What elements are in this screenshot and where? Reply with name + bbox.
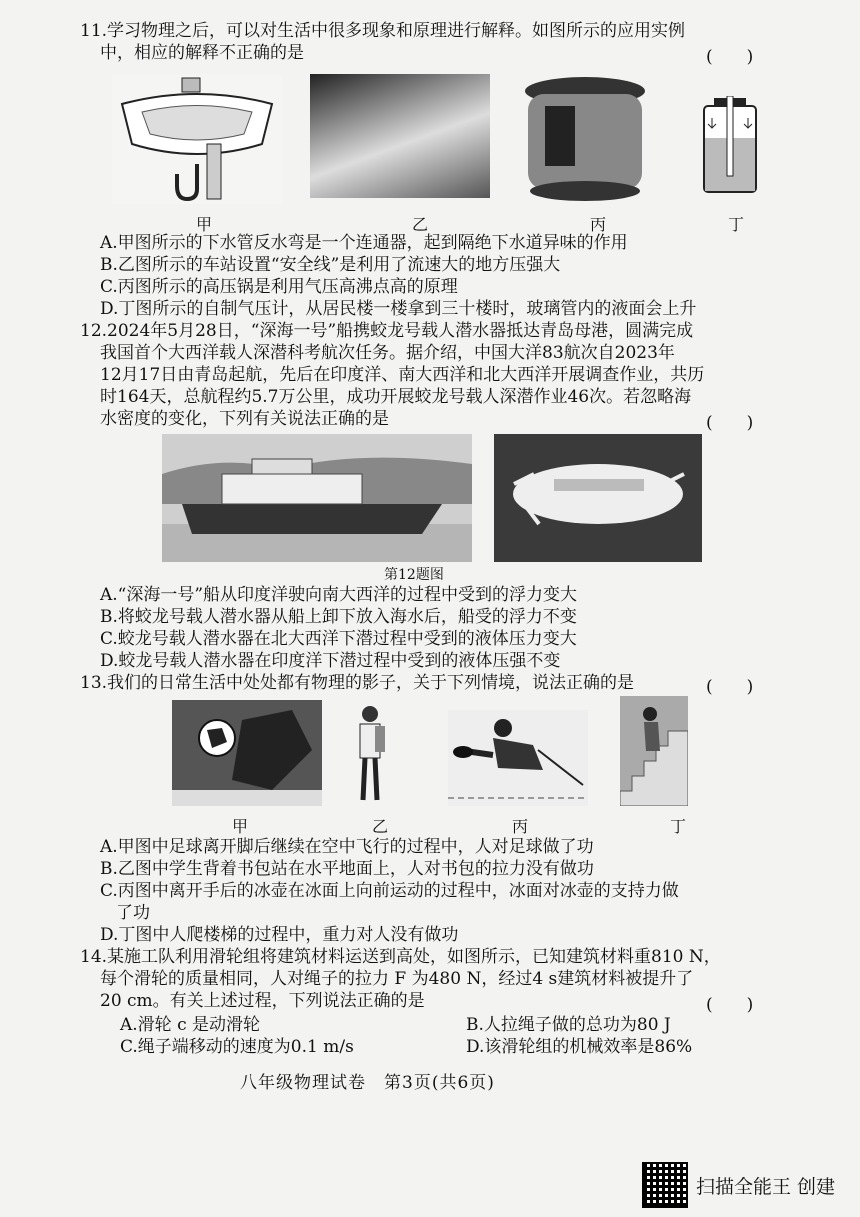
q11-stem-line1: 11.学习物理之后，可以对生活中很多现象和原理进行解释。如图所示的应用实例 (80, 21, 686, 41)
q11-caption-ding: 丁 (728, 215, 745, 234)
homemade-barometer-image (700, 96, 760, 196)
q13-option-c-line1: C.丙图中离开手后的冰壶在冰面上向前运动的过程中，冰面对冰壶的支持力做 (100, 881, 679, 901)
q12-option-d: D.蛟龙号载人潜水器在印度洋下潜过程中受到的液体压强不变 (100, 651, 561, 671)
high-speed-train-image (310, 74, 490, 198)
q11-caption-jia: 甲 (196, 215, 213, 234)
q13-option-a: A.甲图中足球离开脚后继续在空中飞行的过程中，人对足球做了功 (100, 837, 594, 857)
q13-answer-bracket: ( ) (706, 677, 754, 697)
watermark-text: 扫描全能王 创建 (696, 1175, 836, 1198)
q14-stem-line2: 每个滑轮的质量相同，人对绳子的拉力 F 为480 N，经过4 s建筑材料被提升了 (100, 969, 694, 989)
q13-caption-yi: 乙 (372, 817, 389, 836)
q12-option-b: B.将蛟龙号载人潜水器从船上卸下放入海水后，船受的浮力不变 (100, 607, 577, 627)
student-backpack-image (345, 700, 395, 806)
q12-answer-bracket: ( ) (706, 413, 754, 433)
q13-caption-ding: 丁 (670, 817, 687, 836)
q13-option-c-line2: 了功 (116, 903, 150, 923)
q12-option-a: A.“深海一号”船从印度洋驶向南大西洋的过程中受到的浮力变大 (100, 585, 578, 605)
q12-stem-line2: 我国首个大西洋载人深潜科考航次任务。据介绍，中国大洋83航次自2023年 (100, 343, 675, 363)
q14-option-d: D.该滑轮组的机械效率是86% (466, 1037, 693, 1057)
scanner-watermark (642, 1162, 835, 1208)
q11-option-b: B.乙图所示的车站设置“安全线”是利用了流速大的地方压强大 (100, 255, 561, 275)
q14-option-a: A.滑轮 c 是动滑轮 (120, 1015, 261, 1035)
q14-option-c: C.绳子端移动的速度为0.1 m/s (120, 1037, 354, 1057)
q13-caption-jia: 甲 (232, 817, 249, 836)
pressure-cooker-image (520, 66, 650, 206)
submersible-image (494, 434, 702, 562)
q13-option-b: B.乙图中学生背着书包站在水平地面上，人对书包的拉力没有做功 (100, 859, 594, 879)
curling-image (448, 710, 588, 806)
q11-caption-bing: 丙 (590, 215, 607, 234)
q12-option-c: C.蛟龙号载人潜水器在北大西洋下潜过程中受到的液体压力变大 (100, 629, 577, 649)
page-footer: 八年级物理试卷 第3页(共6页) (240, 1073, 495, 1093)
q14-option-b: B.人拉绳子做的总功为80 J (466, 1015, 671, 1035)
q11-answer-bracket: ( ) (706, 47, 754, 67)
q12-figure-caption: 第12题图 (384, 567, 444, 583)
q14-answer-bracket: ( ) (706, 995, 754, 1015)
research-ship-image (162, 434, 472, 562)
q13-caption-bing: 丙 (512, 817, 529, 836)
q12-stem-line1: 12.2024年5月28日，“深海一号”船携蛟龙号载人潜水器抵达青岛母港，圆满完成 (80, 321, 694, 341)
stair-climbing-image (620, 696, 688, 806)
q13-stem: 13.我们的日常生活中处处都有物理的影子，关于下列情境，说法正确的是 (80, 673, 635, 693)
q13-option-d: D.丁图中人爬楼梯的过程中，重力对人没有做功 (100, 925, 459, 945)
q14-stem-line1: 14.某施工队利用滑轮组将建筑材料运送到高处，如图所示，已知建筑材料重810 N， (80, 947, 721, 967)
q11-option-a: A.甲图所示的下水管反水弯是一个连通器，起到隔绝下水道异味的作用 (100, 233, 628, 253)
q12-stem-line4: 时164天，总航程约5.7万公里，成功开展蛟龙号载人深潜作业46次。若忽略海 (100, 387, 692, 407)
q11-option-d: D.丁图所示的自制气压计，从居民楼一楼拿到三十楼时，玻璃管内的液面会上升 (100, 299, 697, 319)
q14-stem-line3: 20 cm。有关上述过程，下列说法正确的是 (100, 991, 425, 1011)
q11-caption-yi: 乙 (412, 215, 429, 234)
q11-stem-line2: 中，相应的解释不正确的是 (100, 43, 304, 63)
q12-stem-line3: 12月17日由青岛起航，先后在印度洋、南大西洋和北大西洋开展调查作业，共历 (100, 365, 705, 385)
qr-code-icon (642, 1162, 688, 1208)
q11-option-c: C.丙图所示的高压锅是利用气压高沸点高的原理 (100, 277, 458, 297)
q12-stem-line5: 水密度的变化，下列有关说法正确的是 (100, 409, 389, 429)
sink-drain-image (112, 74, 282, 204)
football-kick-image (172, 700, 322, 806)
